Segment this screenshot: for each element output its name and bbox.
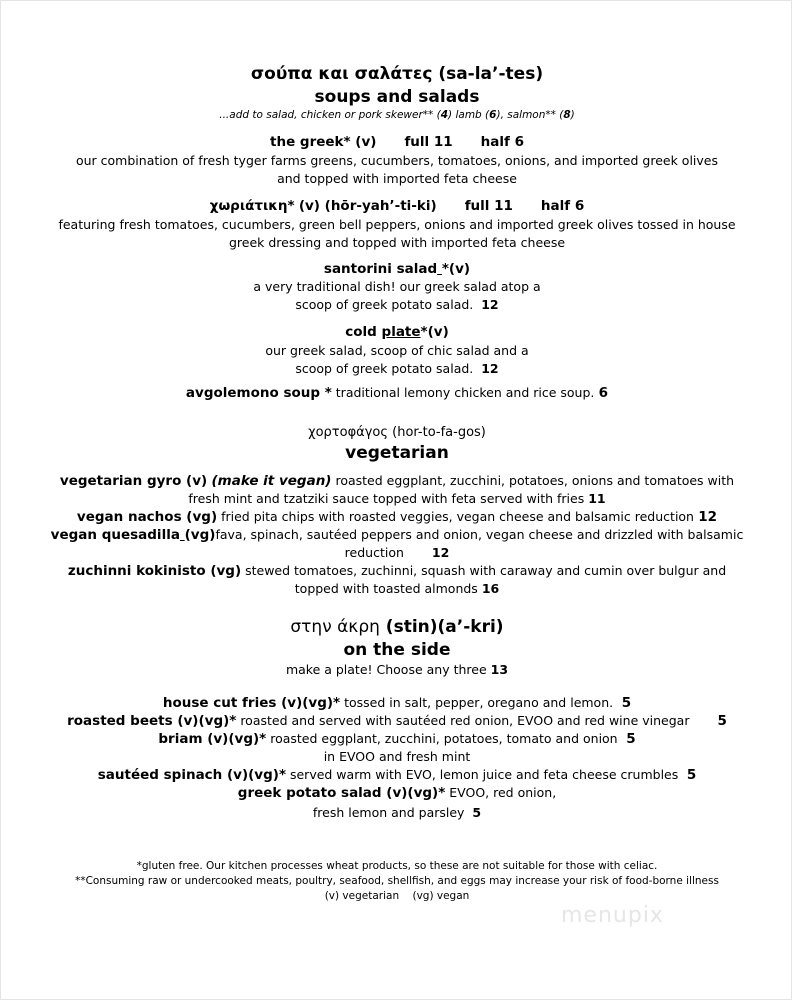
soups-greek-title: σούπα και σαλάτες (sa-la’-tes) (250, 64, 544, 84)
item-briam: briam (v)(vg)* roasted eggplant, zucchini, potatoes, tomato and onion 5 (158, 731, 636, 747)
item-name: vegetarian gyro (v) (59, 473, 208, 489)
side-title: on the side (343, 640, 451, 660)
item-price: 16 (481, 581, 500, 596)
item-name: briam (v)(vg)* (158, 731, 267, 747)
item-the-greek (1, 134, 792, 150)
item-price: 12 (698, 509, 718, 525)
item-horiatiki (1, 198, 792, 214)
item-name-sub: (v) (hōr-yah’-ti-ki) (298, 198, 437, 214)
side-greek-title: στην άκρη (stin)(a’-kri) (290, 617, 504, 637)
soups-addon-note: ...add to salad, chicken or pork skewer** (4) lamb (6), salmon** (8) (219, 109, 575, 121)
item-desc: fresh lemon and parsley 5 (312, 805, 482, 820)
item-price: 5 (717, 713, 727, 729)
item-name: the greek* (v) (270, 134, 377, 150)
item-name: sautéed spinach (v)(vg)* (97, 767, 286, 783)
side-subtitle: make a plate! Choose any three 13 (285, 662, 509, 677)
soups-title: soups and salads (314, 87, 480, 107)
item-vegan-nachos: vegan nachos (vg) fried pita chips with roasted veggies, vegan cheese and balsamic reduction 12 (76, 509, 718, 525)
item-desc: featuring fresh tomatoes, cucumbers, green bell peppers, onions and imported greek olives tossed in house (58, 217, 736, 232)
item-zuchinni-kokinisto: zuchinni kokinisto (vg) stewed tomatoes, zuchinni, squash with caraway and cumin over bulgur and (67, 563, 727, 579)
footer-gluten-note: *gluten free. Our kitchen processes wheat products, so these are not suitable for those with celiac. (136, 860, 658, 872)
item-roasted-beets: roasted beets (v)(vg)* roasted and served with sautéed red onion, EVOO and red wine vinegar 5 (67, 713, 727, 729)
item-price: 5 (626, 731, 636, 747)
item-desc: greek dressing and topped with imported feta cheese (228, 235, 566, 250)
item-price: 12 (481, 297, 499, 312)
item-name: santorini salad (323, 261, 438, 277)
item-desc: a very traditional dish! our greek salad atop a (253, 279, 541, 294)
item-desc: reduction 12 (344, 545, 450, 560)
item-price-full: full 11 (404, 134, 453, 150)
item-name: avgolemono soup * (185, 385, 332, 401)
item-house-cut-fries: house cut fries (v)(vg)* tossed in salt, pepper, oregano and lemon. 5 (162, 695, 632, 711)
item-desc: traditional lemony chicken and rice soup. (331, 385, 595, 400)
item-greek-potato-salad: greek potato salad (v)(vg)* EVOO, red onion, (237, 785, 557, 801)
item-name: χωριάτικη* (209, 198, 295, 214)
item-price: 5 (472, 805, 482, 820)
item-price: 11 (588, 491, 606, 506)
vegetarian-greek-title: χορτοφάγος (hor-to-fa-gos) (308, 425, 486, 440)
item-sauteed-spinach: sautéed spinach (v)(vg)* served warm with EVO, lemon juice and feta cheese crumbles 5 (97, 767, 697, 783)
item-price-full: full 11 (464, 198, 513, 214)
item-name: zuchinni kokinisto (vg) (67, 563, 242, 579)
footer-raw-food-note: **Consuming raw or undercooked meats, poultry, seafood, shellfish, and eggs may increase your risk of food-borne illness (75, 875, 719, 887)
item-price: 12 (481, 361, 499, 376)
item-vegetarian-gyro: vegetarian gyro (v) (make it vegan) roasted eggplant, zucchini, potatoes, onions and tomatoes with (59, 473, 735, 489)
item-cold-plate: cold plate*(v) (345, 324, 449, 340)
item-name: vegan quesadilla (50, 527, 180, 543)
item-desc: our combination of fresh tyger farms greens, cucumbers, tomatoes, onions, and imported greek olives (75, 153, 718, 168)
item-santorini-salad: santorini salad *(v) (323, 261, 471, 277)
item-vegan-quesadilla: vegan quesadilla (vg)fava, spinach, sautéed peppers and onion, vegan cheese and drizzled with balsamic (50, 527, 744, 543)
item-avgolemono (1, 385, 792, 401)
item-desc: topped with toasted almonds 16 (294, 581, 500, 596)
item-price-half: half 6 (480, 134, 524, 150)
item-name: greek potato salad (v)(vg)* (237, 785, 446, 801)
item-name: vegan nachos (vg) (76, 509, 218, 525)
item-price: 6 (598, 385, 609, 401)
watermark-logo: menupix (561, 903, 664, 928)
item-price-half: half 6 (540, 198, 585, 214)
item-desc: scoop of greek potato salad. 12 (295, 361, 499, 376)
item-desc: our greek salad, scoop of chic salad and a (265, 343, 529, 358)
footer-legend: (v) vegetarian (vg) vegan (324, 890, 470, 902)
item-price: 5 (686, 767, 697, 783)
item-name: house cut fries (v)(vg)* (162, 695, 341, 711)
subtitle-price: 13 (490, 662, 509, 677)
item-desc: scoop of greek potato salad. 12 (295, 297, 499, 312)
item-price: 5 (621, 695, 632, 711)
item-name: roasted beets (v)(vg)* (67, 713, 237, 729)
vegetarian-title: vegetarian (345, 443, 449, 463)
item-desc: fresh mint and tzatziki sauce topped with feta served with fries 11 (188, 491, 606, 506)
item-price: 12 (431, 545, 450, 560)
item-desc: and topped with imported feta cheese (277, 171, 517, 186)
item-desc: in EVOO and fresh mint (323, 749, 471, 764)
